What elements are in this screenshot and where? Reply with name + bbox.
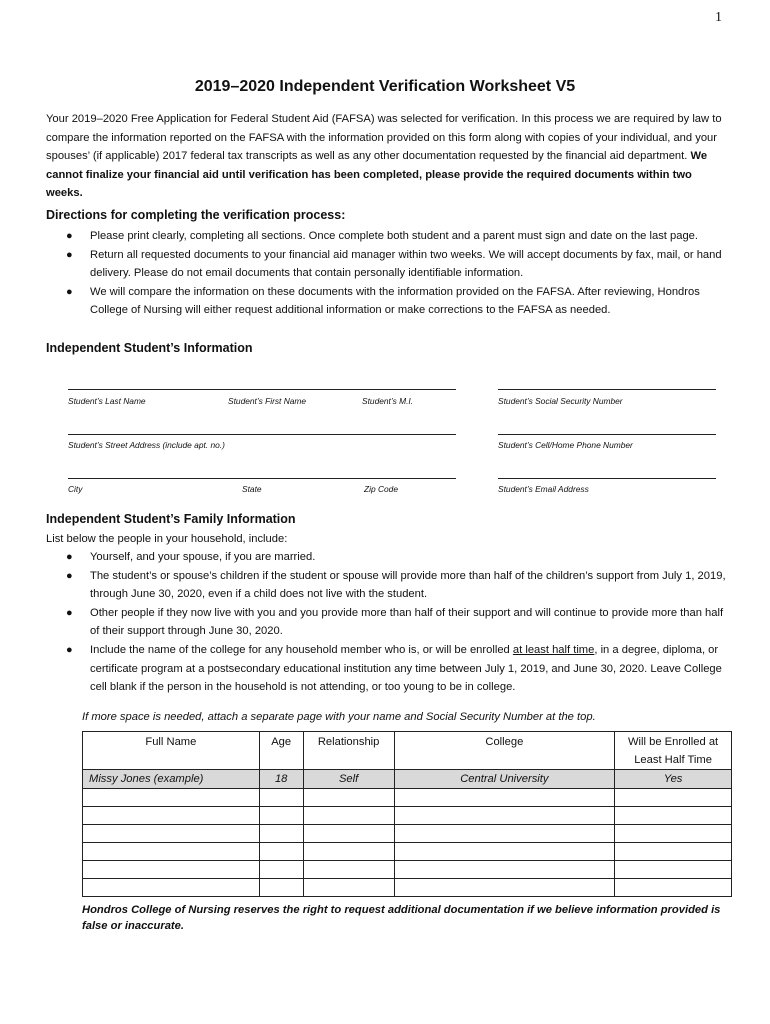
bullet-icon: ● xyxy=(66,569,73,582)
cell-relationship[interactable] xyxy=(303,789,394,807)
email-label: Student’s Email Address xyxy=(498,484,589,494)
ssn-field-line[interactable] xyxy=(498,389,716,390)
bullet-icon: ● xyxy=(66,643,73,656)
directions-heading: Directions for completing the verification process: xyxy=(46,208,346,222)
cell-college[interactable] xyxy=(394,843,615,861)
list-item: ● Include the name of the college for any household member who is, or will be enrolled at least half time, in a degree, diploma, or certificate program at a postsecondary educational institution any time between July 1, 2019, and June 30, 2020. Leave College cell blank if the person in the household is not attending, or too young to be in college. xyxy=(46,641,726,697)
cell-relationship[interactable] xyxy=(303,807,394,825)
cell-enrolled[interactable] xyxy=(615,843,732,861)
cell-relationship[interactable] xyxy=(303,843,394,861)
table-row xyxy=(83,789,732,807)
cell-age[interactable] xyxy=(259,825,303,843)
family-intro: List below the people in your household, include: xyxy=(46,533,288,545)
cell-full-name[interactable] xyxy=(83,789,260,807)
phone-field-line[interactable] xyxy=(498,434,716,435)
zip-label: Zip Code xyxy=(364,484,398,494)
cell-full-name[interactable] xyxy=(83,825,260,843)
list-item: ● The student’s or spouse’s children if the student or spouse will provide more than half of the children’s support from July 1, 2019, through June 30, 2020, even if a child does not live with the student. xyxy=(46,567,726,604)
city-state-zip-field-line[interactable] xyxy=(68,478,456,479)
family-info-heading: Independent Student’s Family Information xyxy=(46,512,296,526)
header-relationship: Relationship xyxy=(303,732,394,770)
example-relationship: Self xyxy=(303,770,394,789)
intro-paragraph xyxy=(46,110,726,203)
ssn-label: Student’s Social Security Number xyxy=(498,396,623,406)
header-enrolled: Will be Enrolled at Least Half Time xyxy=(615,732,732,770)
cell-enrolled[interactable] xyxy=(615,789,732,807)
footer-disclaimer: Hondros College of Nursing reserves the right to request additional documentation if we believe information provided is false or inaccurate. xyxy=(82,904,721,932)
name-field-line[interactable] xyxy=(68,389,456,390)
cell-enrolled[interactable] xyxy=(615,825,732,843)
cell-college[interactable] xyxy=(394,789,615,807)
city-label: City xyxy=(68,484,83,494)
bullet-icon: ● xyxy=(66,285,73,298)
student-info-heading: Independent Student’s Information xyxy=(46,341,253,355)
cell-college[interactable] xyxy=(394,807,615,825)
example-college: Central University xyxy=(394,770,615,789)
table-row xyxy=(83,825,732,843)
header-full-name: Full Name xyxy=(83,732,260,770)
state-label: State xyxy=(242,484,262,494)
list-item: ● Please print clearly, completing all sections. Once complete both student and a parent must sign and date on the last page. xyxy=(46,227,726,246)
family-list xyxy=(46,548,726,697)
table-row xyxy=(83,861,732,879)
bullet-icon: ● xyxy=(66,551,73,563)
table-row xyxy=(83,843,732,861)
cell-college[interactable] xyxy=(394,825,615,843)
cell-age[interactable] xyxy=(259,789,303,807)
cell-relationship[interactable] xyxy=(303,861,394,879)
example-age: 18 xyxy=(259,770,303,789)
bullet-icon: ● xyxy=(66,230,73,242)
cell-relationship[interactable] xyxy=(303,879,394,897)
cell-full-name[interactable] xyxy=(83,861,260,879)
phone-label: Student’s Cell/Home Phone Number xyxy=(498,440,633,450)
table-row-example xyxy=(83,770,732,789)
table-row xyxy=(83,807,732,825)
cell-age[interactable] xyxy=(259,843,303,861)
email-field-line[interactable] xyxy=(498,478,716,479)
bullet-icon: ● xyxy=(66,248,73,261)
cell-relationship[interactable] xyxy=(303,825,394,843)
cell-college[interactable] xyxy=(394,861,615,879)
cell-enrolled[interactable] xyxy=(615,807,732,825)
last-name-label: Student’s Last Name xyxy=(68,396,146,406)
cell-full-name[interactable] xyxy=(83,879,260,897)
list-item: ● We will compare the information on these documents with the information provided on the FAFSA. After reviewing, Hondros College of Nursing will either request additional information or make corrections to the FAFSA as needed. xyxy=(46,283,726,320)
first-name-label: Student’s First Name xyxy=(228,396,307,406)
cell-age[interactable] xyxy=(259,879,303,897)
cell-enrolled[interactable] xyxy=(615,879,732,897)
cell-full-name[interactable] xyxy=(83,807,260,825)
page-title: 2019–2020 Independent Verification Worksheet V5 xyxy=(194,78,576,95)
header-age: Age xyxy=(259,732,303,770)
intro-bold-text: We cannot finalize your financial aid until verification has been completed, please provide the required documents within two weeks. xyxy=(46,150,708,200)
table-header-row xyxy=(83,732,732,770)
list-item: ● Yourself, and your spouse, if you are married. xyxy=(46,548,726,567)
intro-text: Your 2019–2020 Free Application for Federal Student Aid (FAFSA) was selected for verification. In this process we are required by law to compare the information reported on the FAFSA with the information provided on this form along with copies of your individual, and your spouses’ (if applicable) 2017 federal tax transcripts as well as any other documentation requested by the financial aid department. xyxy=(46,113,722,163)
address-field-line[interactable] xyxy=(68,434,456,435)
half-time-underlined: at least half time xyxy=(512,643,595,656)
extra-space-note: If more space is needed, attach a separate page with your name and Social Security Number at the top. xyxy=(82,711,596,723)
page-number: 1 xyxy=(715,10,722,25)
address-label: Student’s Street Address (include apt. no.) xyxy=(68,440,225,450)
example-enrolled: Yes xyxy=(615,770,732,789)
mi-label: Student’s M.I. xyxy=(362,396,414,406)
cell-college[interactable] xyxy=(394,879,615,897)
list-item: ● Return all requested documents to your financial aid manager within two weeks. We will accept documents by fax, mail, or hand delivery. Please do not email documents that contain personally identifiable information. xyxy=(46,246,726,283)
bullet-icon: ● xyxy=(66,606,73,619)
header-college: College xyxy=(394,732,615,770)
table-row xyxy=(83,879,732,897)
list-item: ● Other people if they now live with you and you provide more than half of their support and will continue to provide more than half of their support through June 30, 2020. xyxy=(46,604,726,641)
example-full-name: Missy Jones (example) xyxy=(83,770,260,789)
cell-age[interactable] xyxy=(259,807,303,825)
household-table xyxy=(82,731,732,897)
cell-enrolled[interactable] xyxy=(615,861,732,879)
cell-age[interactable] xyxy=(259,861,303,879)
directions-list xyxy=(46,227,726,320)
cell-full-name[interactable] xyxy=(83,843,260,861)
